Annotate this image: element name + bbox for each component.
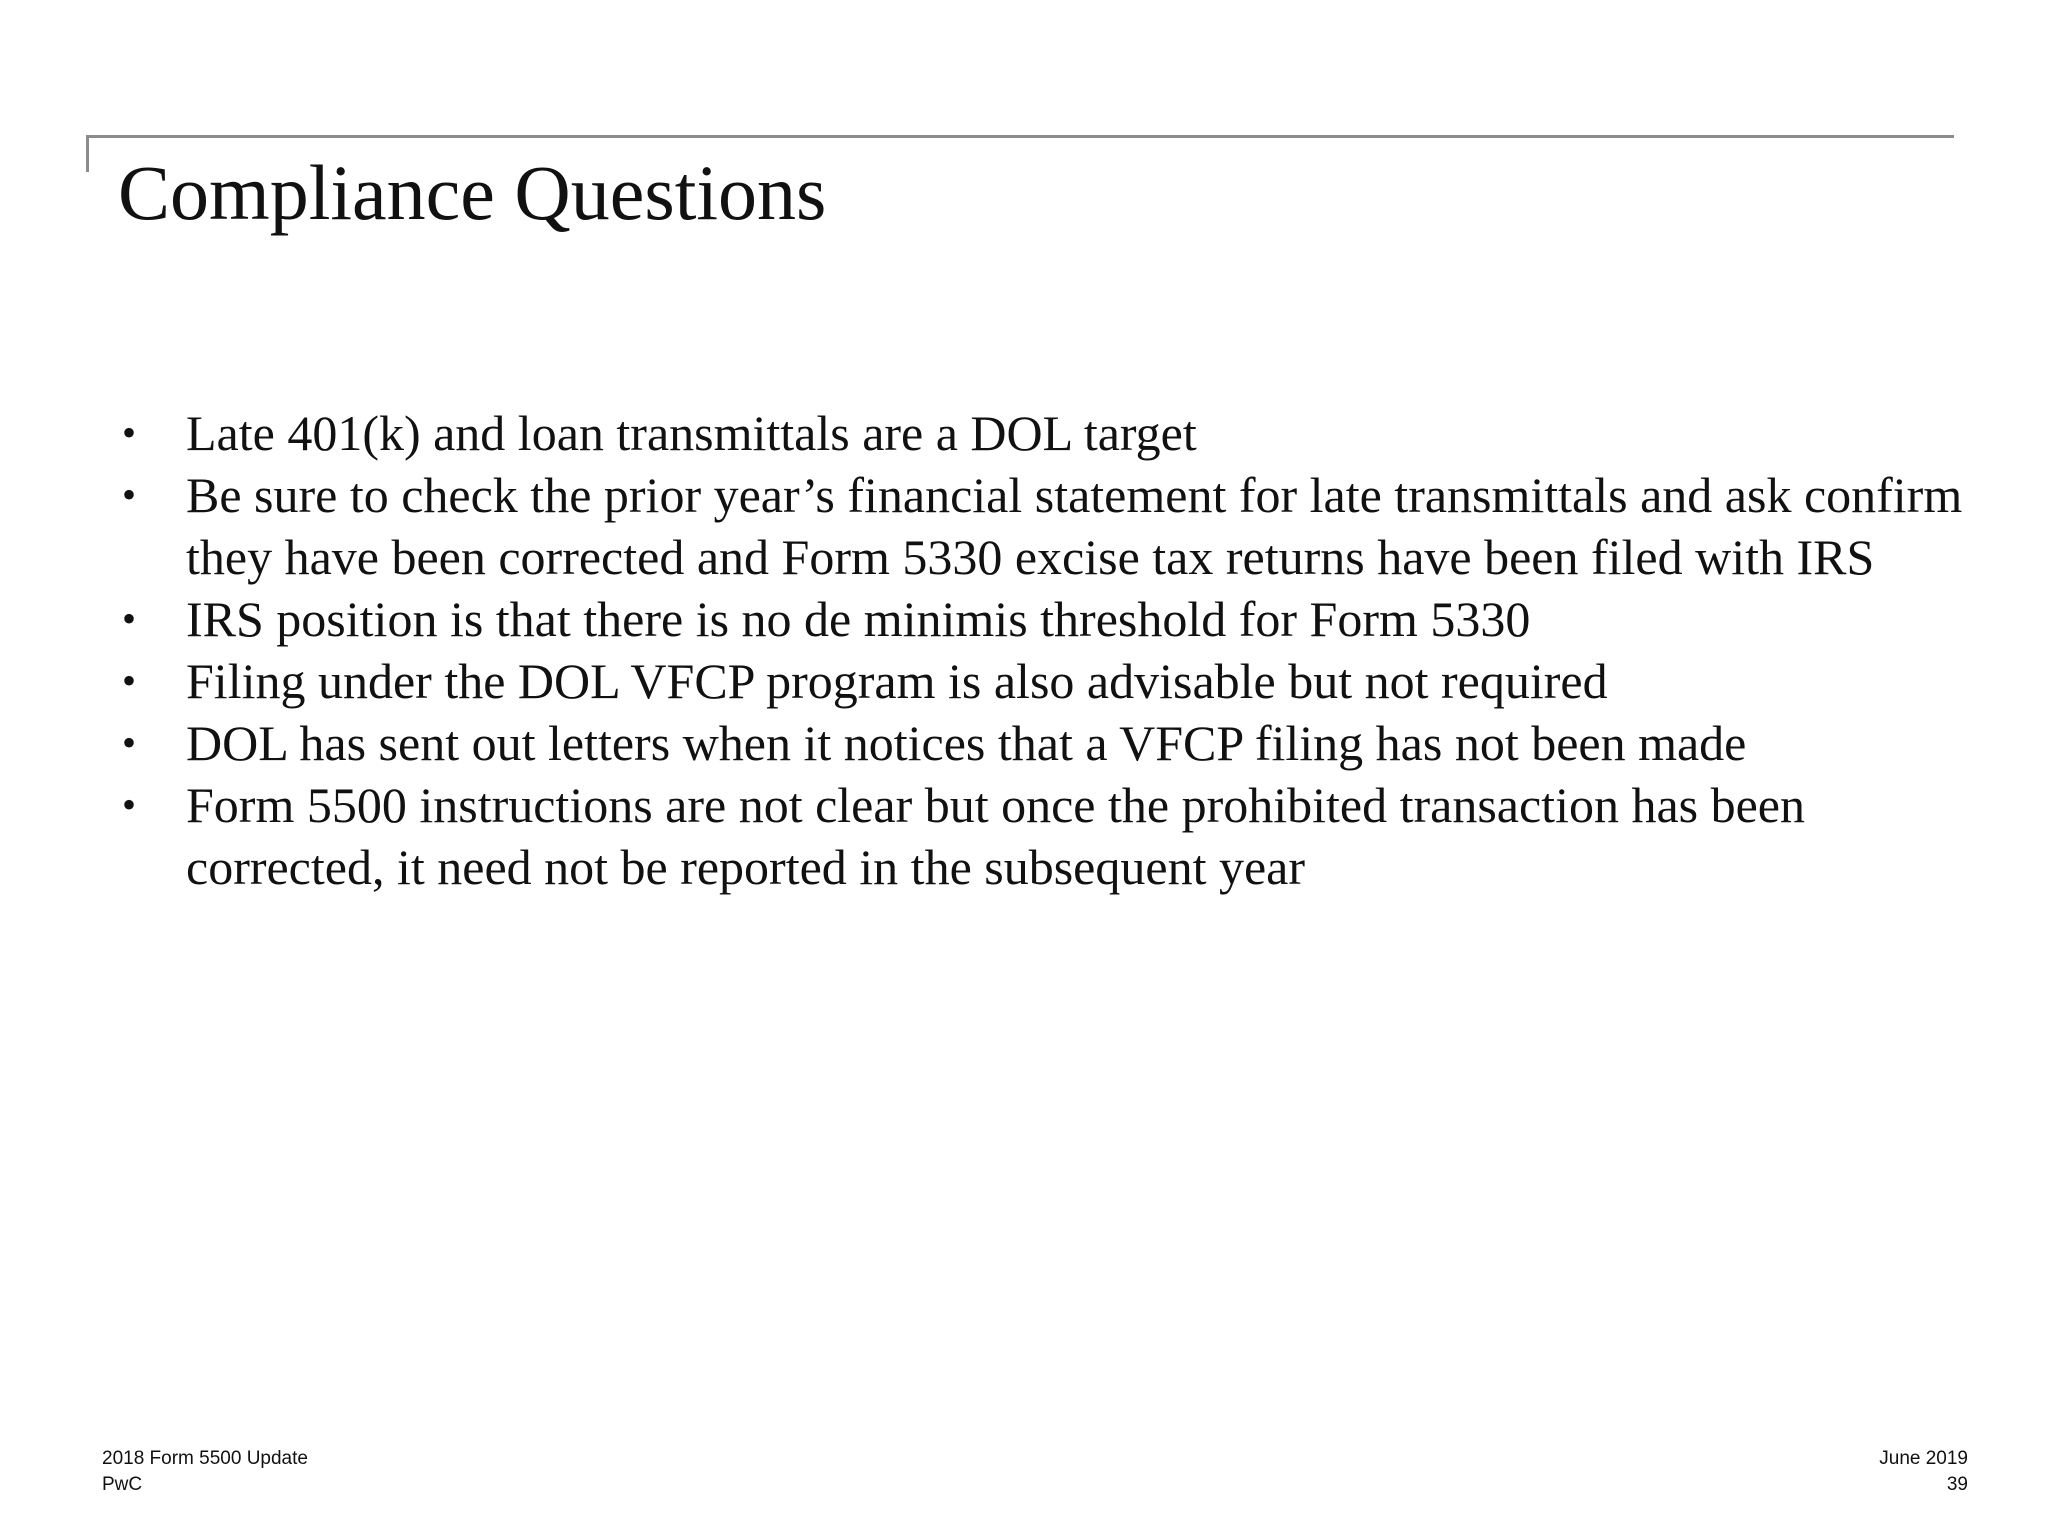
footer-left <box>102 1446 308 1498</box>
bullet-item <box>118 650 1978 712</box>
title-rule-horizontal <box>86 135 1954 138</box>
bullet-dot: • <box>122 596 137 641</box>
bullet-text: Be sure to check the prior year’s financial statement for late transmittals and ask confirm they have been corrected and Form 5330 excise tax returns have been filed with IRS <box>186 467 1963 585</box>
bullet-text: IRS position is that there is no de minimis threshold for Form 5330 <box>186 591 1531 647</box>
footer-presentation-title: 2018 Form 5500 Update <box>102 1448 308 1469</box>
bullet-item <box>118 588 1978 650</box>
bullet-item <box>118 402 1978 464</box>
footer-page-number: 39 <box>1946 1474 1968 1495</box>
slide-title: Compliance Questions <box>118 149 827 236</box>
footer-company: PwC <box>102 1474 143 1495</box>
bullet-dot: • <box>122 782 137 827</box>
bullet-text: Late 401(k) and loan transmittals are a DOL target <box>186 405 1197 461</box>
bullet-item <box>118 712 1978 774</box>
bullet-text: Form 5500 instructions are not clear but once the prohibited transaction has been corrected, it need not be reported in the subsequent year <box>186 777 1805 895</box>
bullet-dot: • <box>122 658 137 703</box>
bullet-item <box>118 774 1978 898</box>
bullet-dot: • <box>122 472 137 517</box>
bullet-list <box>118 402 1978 898</box>
bullet-dot: • <box>122 410 137 455</box>
title-rule-vertical <box>86 135 89 172</box>
bullet-item <box>118 464 1978 588</box>
bullet-text: Filing under the DOL VFCP program is also advisable but not required <box>186 653 1608 709</box>
footer-date: June 2019 <box>1879 1448 1968 1469</box>
bullet-dot: • <box>122 720 137 765</box>
bullet-text: DOL has sent out letters when it notices that a VFCP filing has not been made <box>186 715 1747 771</box>
footer-right <box>1879 1446 1968 1498</box>
